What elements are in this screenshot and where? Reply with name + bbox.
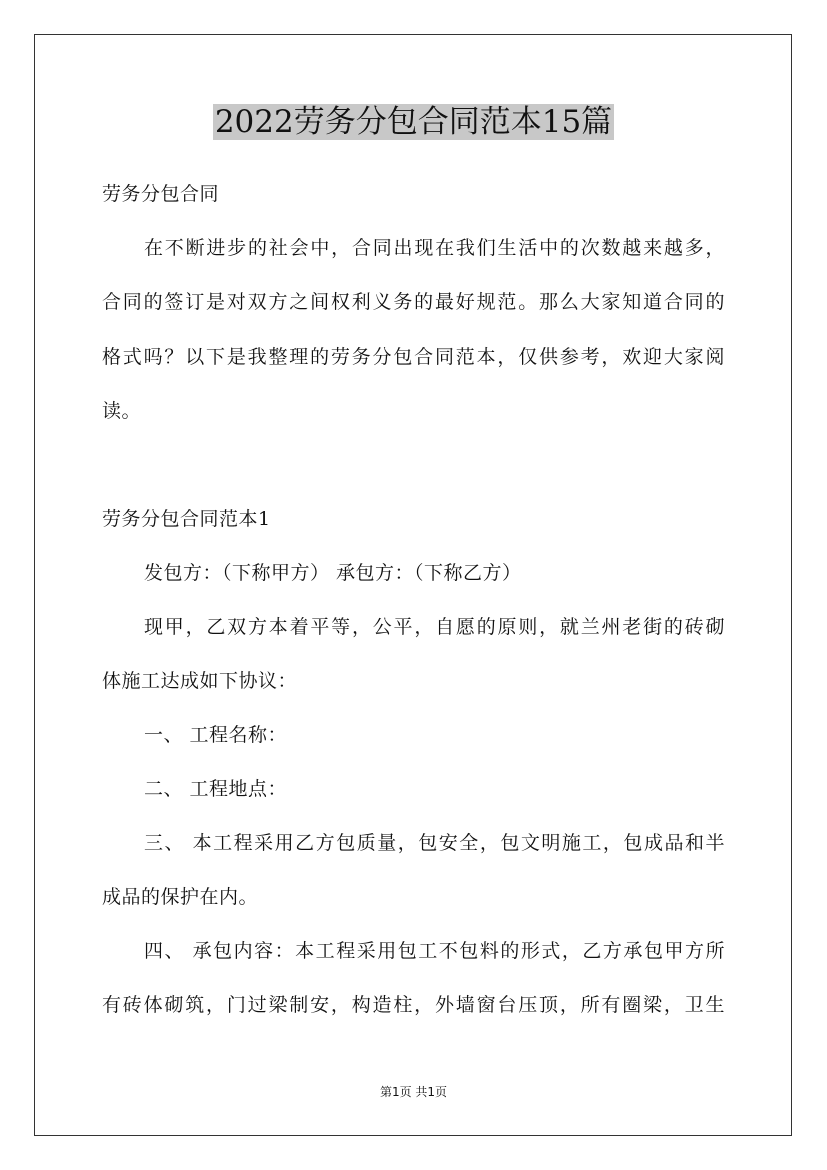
paragraph-line: 体施工达成如下协议： [102, 670, 298, 692]
section-heading: 劳务分包合同 [102, 183, 220, 205]
paragraph-line: 格式吗？以下是我整理的劳务分包合同范本，仅供参考，欢迎大家阅 [102, 346, 725, 368]
paragraph-line: 有砖体砌筑，门过梁制安，构造柱，外墙窗台压顶，所有圈梁，卫生 [102, 994, 725, 1016]
list-item: 二、 工程地点： [144, 778, 288, 800]
page-number: 第1页 共1页 [379, 1085, 448, 1099]
list-item: 三、 本工程采用乙方包质量，包安全，包文明施工，包成品和半 [144, 832, 725, 854]
paragraph-line: 读。 [102, 400, 142, 422]
paragraph-line: 现甲，乙双方本着平等，公平，自愿的原则，就兰州老街的砖砌 [144, 616, 725, 638]
paragraph-line: 成品的保护在内。 [102, 886, 259, 908]
list-item: 一、 工程名称： [144, 724, 288, 746]
paragraph-line: 发包方：（下称甲方） 承包方：（下称乙方） [144, 562, 522, 584]
paragraph-line: 合同的签订是对双方之间权利义务的最好规范。那么大家知道合同的 [102, 291, 725, 313]
list-item: 四、 承包内容：本工程采用包工不包料的形式，乙方承包甲方所 [144, 940, 725, 962]
paragraph-line: 在不断进步的社会中，合同出现在我们生活中的次数越来越多， [144, 237, 725, 259]
document-title: 2022劳务分包合同范本15篇 [214, 104, 613, 140]
section-heading: 劳务分包合同范本1 [102, 508, 271, 530]
